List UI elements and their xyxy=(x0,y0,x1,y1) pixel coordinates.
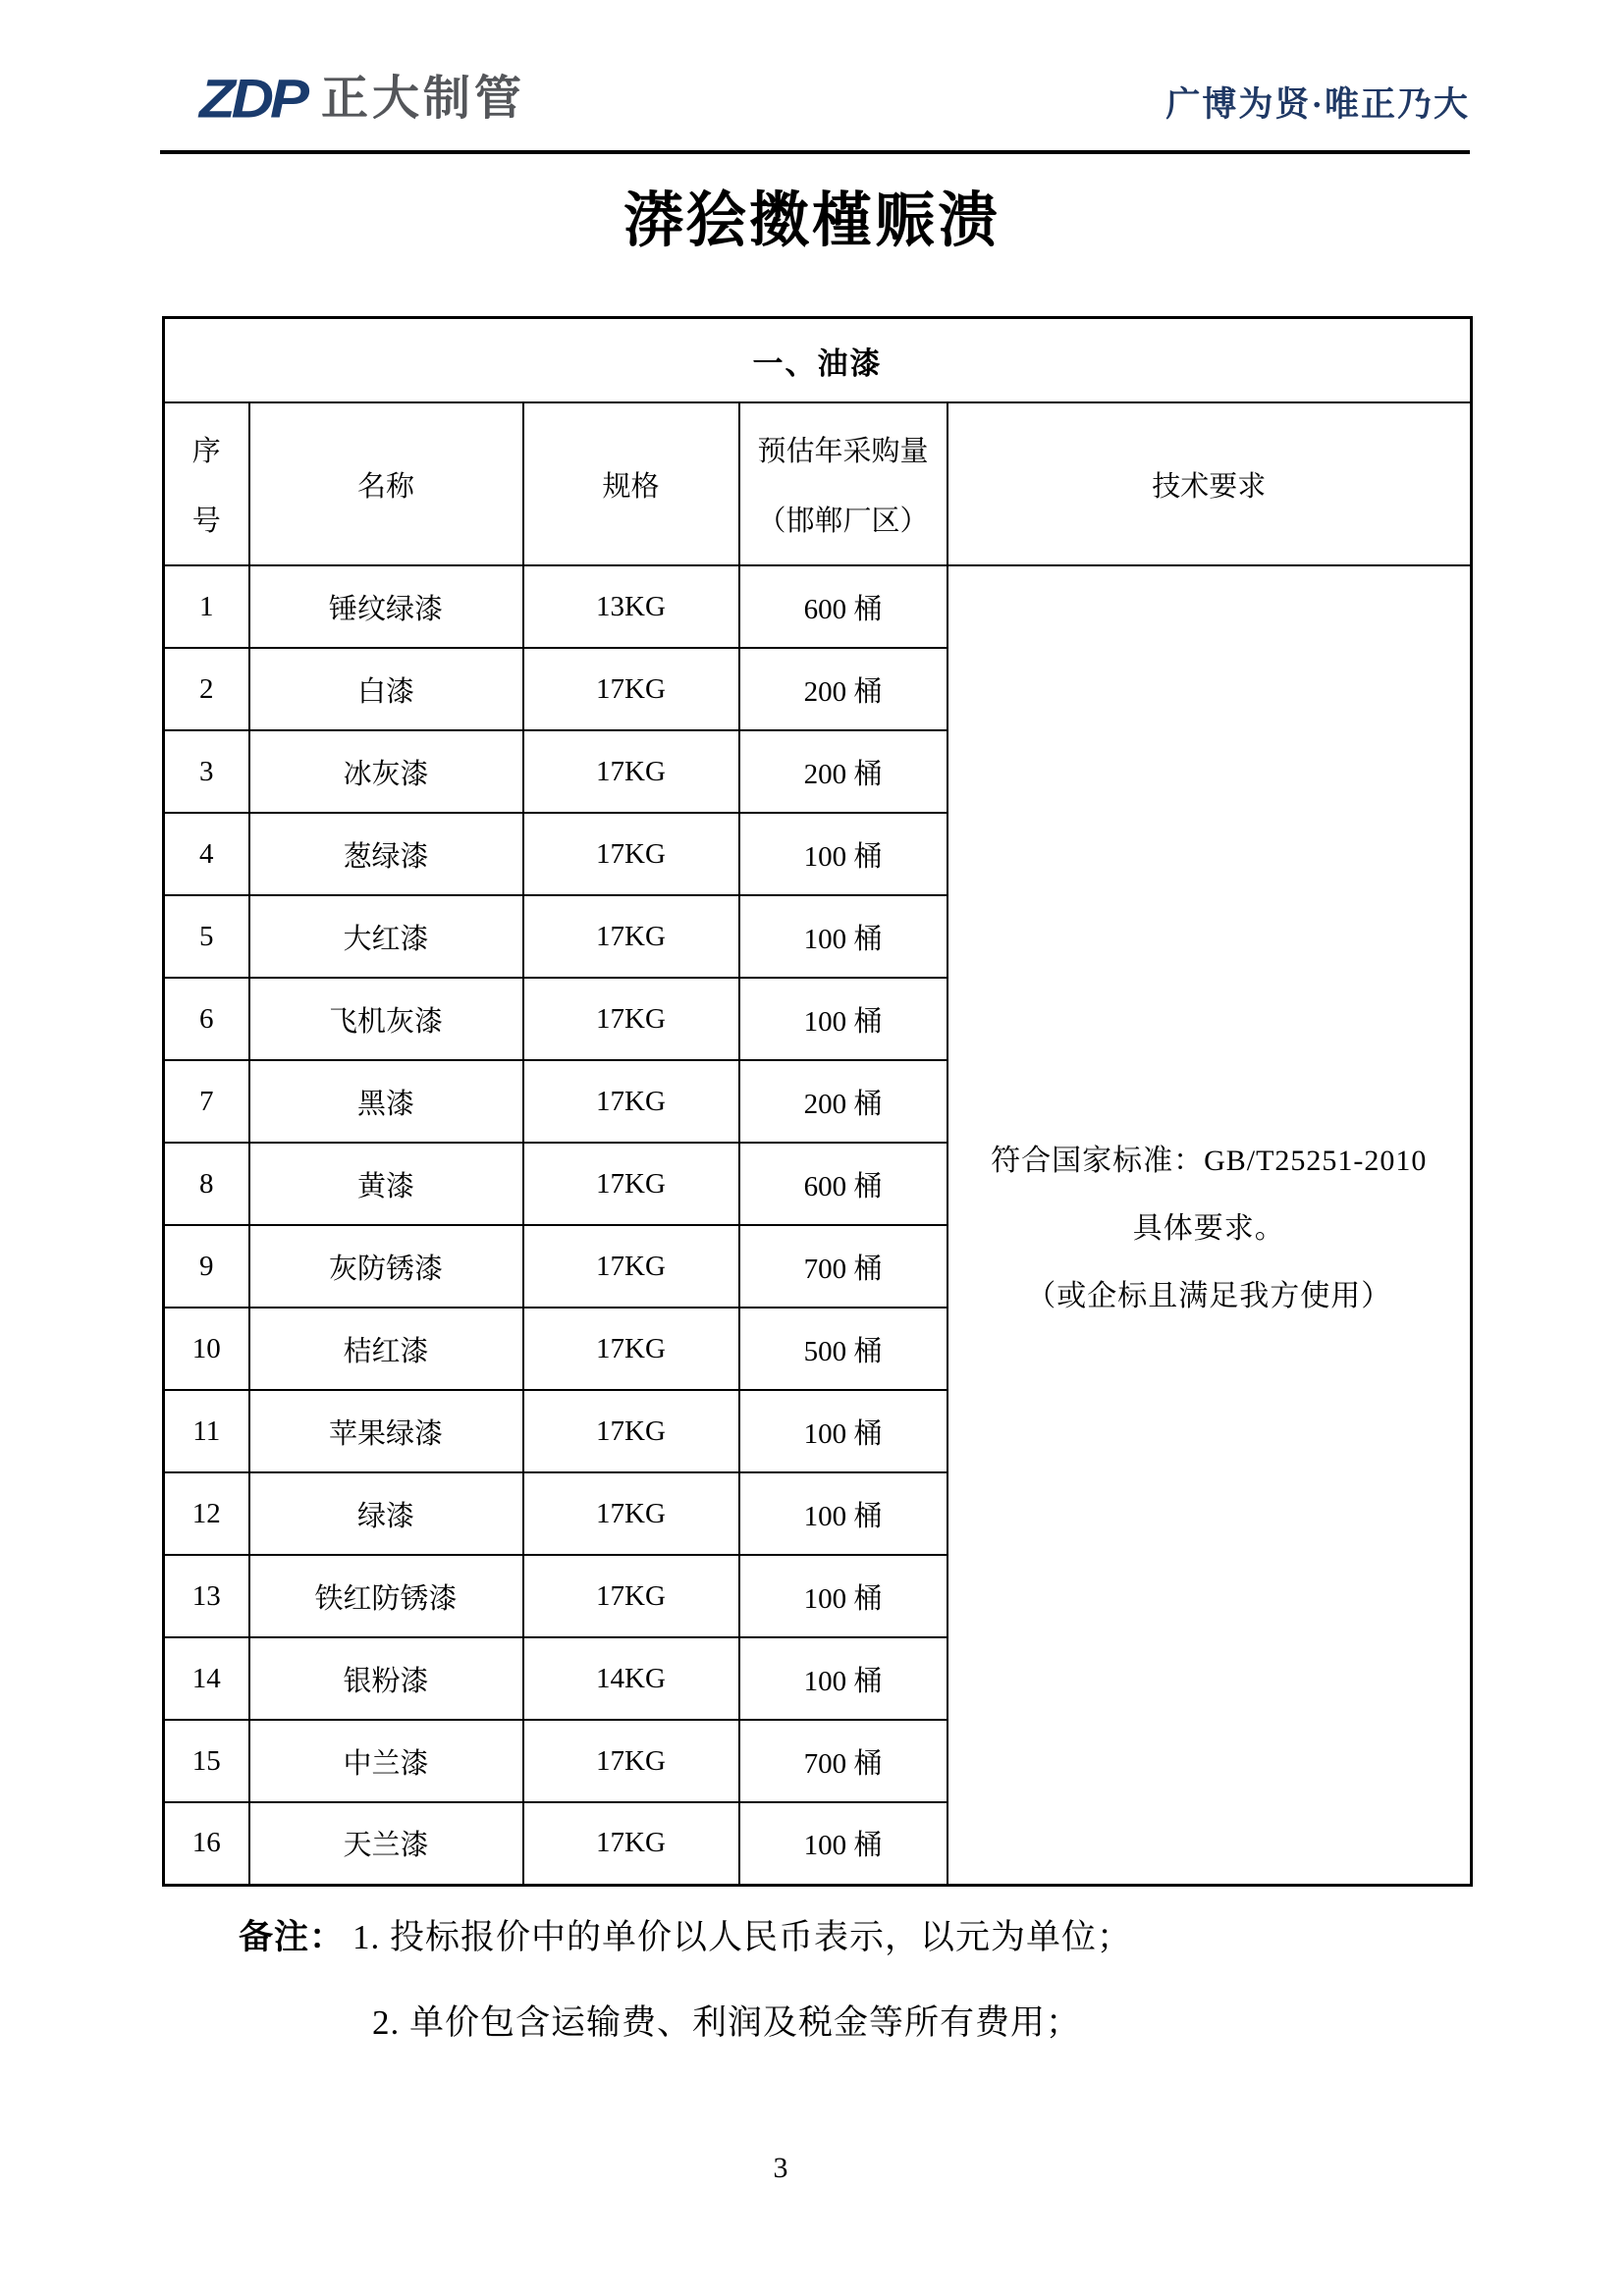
cell-seq: 16 xyxy=(164,1802,249,1885)
cell-name: 银粉漆 xyxy=(249,1637,523,1720)
cell-qty: 100 桶 xyxy=(739,1637,947,1720)
cell-seq: 13 xyxy=(164,1555,249,1637)
cell-qty: 700 桶 xyxy=(739,1225,947,1308)
cell-qty: 100 桶 xyxy=(739,895,947,978)
column-header-seq-line1: 序 xyxy=(191,436,221,467)
cell-name: 灰防锈漆 xyxy=(249,1225,523,1308)
column-header-spec: 规格 xyxy=(523,402,739,565)
cell-name: 白漆 xyxy=(249,648,523,730)
cell-name: 大红漆 xyxy=(249,895,523,978)
cell-spec: 13KG xyxy=(523,565,739,648)
cell-qty: 600 桶 xyxy=(739,565,947,648)
tech-requirement-line: 具体要求。 xyxy=(1132,1211,1285,1245)
cell-spec: 17KG xyxy=(523,1225,739,1308)
column-header-name: 名称 xyxy=(249,402,523,565)
cell-spec: 14KG xyxy=(523,1637,739,1720)
page-title: 漭狯擞槿赈溃 xyxy=(623,188,1001,254)
note-item-1: 1. 投标报价中的单价以人民币表示，以元为单位； xyxy=(352,1918,1133,1956)
cell-qty: 100 桶 xyxy=(739,1390,947,1472)
cell-spec: 17KG xyxy=(523,1143,739,1225)
cell-name: 黄漆 xyxy=(249,1143,523,1225)
table-header-row xyxy=(164,402,1472,565)
cell-qty: 500 桶 xyxy=(739,1308,947,1390)
tech-requirement-line: （或企标且满足我方使用） xyxy=(1026,1279,1392,1312)
cell-name: 铁红防锈漆 xyxy=(249,1555,523,1637)
cell-qty: 100 桶 xyxy=(739,1802,947,1885)
table-section-row xyxy=(164,318,1472,403)
cell-name: 苹果绿漆 xyxy=(249,1390,523,1472)
cell-seq: 9 xyxy=(164,1225,249,1308)
cell-spec: 17KG xyxy=(523,1555,739,1637)
cell-qty: 200 桶 xyxy=(739,1060,947,1143)
note-item-2: 2. 单价包含运输费、利润及税金等所有费用； xyxy=(372,2003,1082,2042)
cell-spec: 17KG xyxy=(523,1390,739,1472)
cell-seq: 14 xyxy=(164,1637,249,1720)
cell-seq: 6 xyxy=(164,978,249,1060)
cell-spec: 17KG xyxy=(523,648,739,730)
cell-spec: 17KG xyxy=(523,1802,739,1885)
cell-spec: 17KG xyxy=(523,1472,739,1555)
cell-qty: 100 桶 xyxy=(739,1472,947,1555)
cell-seq: 8 xyxy=(164,1143,249,1225)
note-label: 备注： xyxy=(239,1918,346,1956)
tech-requirements-cell xyxy=(947,565,1472,1885)
header-divider xyxy=(160,150,1470,154)
cell-seq: 4 xyxy=(164,813,249,895)
table-row xyxy=(164,565,1472,648)
cell-qty: 100 桶 xyxy=(739,1555,947,1637)
company-logo xyxy=(199,67,525,132)
cell-spec: 17KG xyxy=(523,813,739,895)
cell-spec: 17KG xyxy=(523,1720,739,1802)
cell-name: 冰灰漆 xyxy=(249,730,523,813)
cell-qty: 700 桶 xyxy=(739,1720,947,1802)
note-line-1 xyxy=(239,1910,1132,1959)
column-header-qty-line2: （邯郸厂区） xyxy=(757,506,929,537)
page-number: 3 xyxy=(773,2152,788,2184)
cell-name: 绿漆 xyxy=(249,1472,523,1555)
cell-qty: 600 桶 xyxy=(739,1143,947,1225)
tech-requirement-line: 符合国家标准：GB/T25251-2010 xyxy=(991,1144,1428,1177)
cell-seq: 1 xyxy=(164,565,249,648)
cell-seq: 2 xyxy=(164,648,249,730)
cell-seq: 12 xyxy=(164,1472,249,1555)
cell-spec: 17KG xyxy=(523,1308,739,1390)
cell-seq: 7 xyxy=(164,1060,249,1143)
cell-name: 桔红漆 xyxy=(249,1308,523,1390)
column-header-tech: 技术要求 xyxy=(947,402,1472,565)
cell-qty: 200 桶 xyxy=(739,648,947,730)
cell-seq: 10 xyxy=(164,1308,249,1390)
column-header-qty-line1: 预估年采购量 xyxy=(757,436,929,467)
column-header-seq-line2: 号 xyxy=(191,506,221,537)
cell-spec: 17KG xyxy=(523,978,739,1060)
cell-name: 中兰漆 xyxy=(249,1720,523,1802)
logo-zdp-text: ZDP xyxy=(199,68,305,130)
cell-seq: 11 xyxy=(164,1390,249,1472)
cell-name: 锤纹绿漆 xyxy=(249,565,523,648)
table-section-header: 一、油漆 xyxy=(164,318,1472,403)
column-header-qty xyxy=(739,402,947,565)
cell-spec: 17KG xyxy=(523,1060,739,1143)
logo-company-name: 正大制管 xyxy=(321,73,526,125)
cell-name: 飞机灰漆 xyxy=(249,978,523,1060)
cell-name: 天兰漆 xyxy=(249,1802,523,1885)
cell-qty: 200 桶 xyxy=(739,730,947,813)
cell-qty: 100 桶 xyxy=(739,978,947,1060)
column-header-seq xyxy=(164,402,249,565)
cell-qty: 100 桶 xyxy=(739,813,947,895)
cell-name: 葱绿漆 xyxy=(249,813,523,895)
cell-seq: 5 xyxy=(164,895,249,978)
header-slogan: 广博为贤·唯正乃大 xyxy=(1165,85,1470,124)
cell-spec: 17KG xyxy=(523,895,739,978)
cell-spec: 17KG xyxy=(523,730,739,813)
procurement-table xyxy=(162,316,1473,1887)
cell-seq: 3 xyxy=(164,730,249,813)
cell-name: 黑漆 xyxy=(249,1060,523,1143)
cell-seq: 15 xyxy=(164,1720,249,1802)
